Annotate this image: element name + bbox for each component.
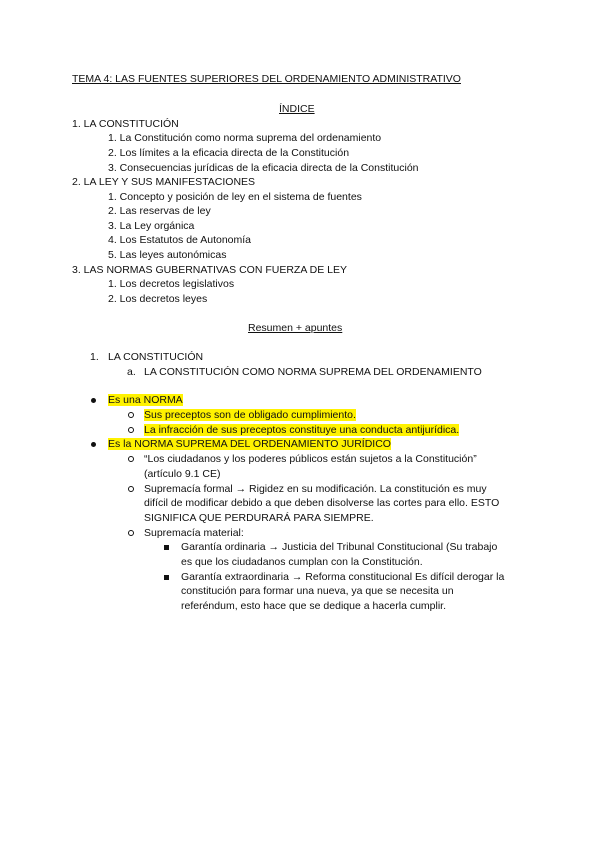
bullet-circle-icon xyxy=(128,486,134,492)
bullet-text: (artículo 9.1 CE) xyxy=(144,468,221,480)
section-number: 1. xyxy=(90,351,99,363)
bullet-text: Supremacía formal → Rigidez en su modificación. La constitución es muy xyxy=(144,483,487,495)
bullet-item xyxy=(144,423,459,437)
bullet-text: Garantía extraordinaria → Reforma constitucional Es difícil derogar la xyxy=(181,571,505,583)
subsection-title: LA CONSTITUCIÓN COMO NORMA SUPREMA DEL ORDENAMIENTO xyxy=(144,366,482,378)
bullet-circle-icon xyxy=(128,412,134,418)
bullet-text: Garantía ordinaria → Justicia del Tribunal Constitucional (Su trabajo xyxy=(181,541,498,553)
section-title: LA CONSTITUCIÓN xyxy=(108,351,204,363)
bullet-item xyxy=(108,437,391,451)
bullet-text: Sus preceptos son de obligado cumplimiento. xyxy=(144,409,356,421)
bullet-item xyxy=(108,393,183,407)
index-item: 1. La Constitución como norma suprema del ordenamiento xyxy=(108,132,382,144)
index-item: 2. LA LEY Y SUS MANIFESTACIONES xyxy=(72,176,256,188)
bullet-text: Es una NORMA xyxy=(108,394,183,406)
bullet-dot-icon xyxy=(91,398,96,403)
index-item: 3. Consecuencias jurídicas de la eficacia directa de la Constitución xyxy=(108,162,419,174)
index-item: 4. Los Estatutos de Autonomía xyxy=(108,234,252,246)
document-title: TEMA 4: LAS FUENTES SUPERIORES DEL ORDENAMIENTO ADMINISTRATIVO xyxy=(72,73,461,85)
bullet-text: es que los ciudadanos cumplan con la Constitución. xyxy=(181,556,423,568)
index-item: 2. Los límites a la eficacia directa de la Constitución xyxy=(108,147,350,159)
bullet-square-icon xyxy=(164,545,169,550)
index-item: 5. Las leyes autonómicas xyxy=(108,249,227,261)
index-heading: ÍNDICE xyxy=(279,103,315,115)
bullet-text: Es la NORMA SUPREMA DEL ORDENAMIENTO JURÍDICO xyxy=(108,438,391,450)
subsection-letter: a. xyxy=(127,366,136,378)
bullet-text: difícil de modificar debido a que deben disolverse las cortes para ello. ESTO xyxy=(144,497,500,509)
bullet-item xyxy=(144,408,356,422)
index-item: 2. Las reservas de ley xyxy=(108,205,211,217)
bullet-circle-icon xyxy=(128,427,134,433)
bullet-text: La infracción de sus preceptos constituye una conducta antijurídica. xyxy=(144,424,460,436)
bullet-square-icon xyxy=(164,575,169,580)
index-item: 1. Los decretos legislativos xyxy=(108,278,235,290)
index-item: 2. Los decretos leyes xyxy=(108,293,208,305)
index-item: 3. La Ley orgánica xyxy=(108,220,195,232)
bullet-circle-icon xyxy=(128,530,134,536)
index-item: 3. LAS NORMAS GUBERNATIVAS CON FUERZA DE LEY xyxy=(72,264,348,276)
bullet-text: constitución para formar una nueva, ya que se necesita un xyxy=(181,585,454,597)
index-item: 1. Concepto y posición de ley en el sistema de fuentes xyxy=(108,191,362,203)
bullet-text: “Los ciudadanos y los poderes públicos están sujetos a la Constitución” xyxy=(144,453,477,465)
summary-heading: Resumen + apuntes xyxy=(248,322,343,334)
index-item: 1. LA CONSTITUCIÓN xyxy=(72,118,179,130)
bullet-circle-icon xyxy=(128,456,134,462)
bullet-text: SIGNIFICA QUE PERDURARÁ PARA SIEMPRE. xyxy=(144,512,374,524)
bullet-text: Supremacía material: xyxy=(144,527,244,539)
bullet-dot-icon xyxy=(91,442,96,447)
bullet-text: referéndum, esto hace que se dedique a hacerla cumplir. xyxy=(181,600,446,612)
